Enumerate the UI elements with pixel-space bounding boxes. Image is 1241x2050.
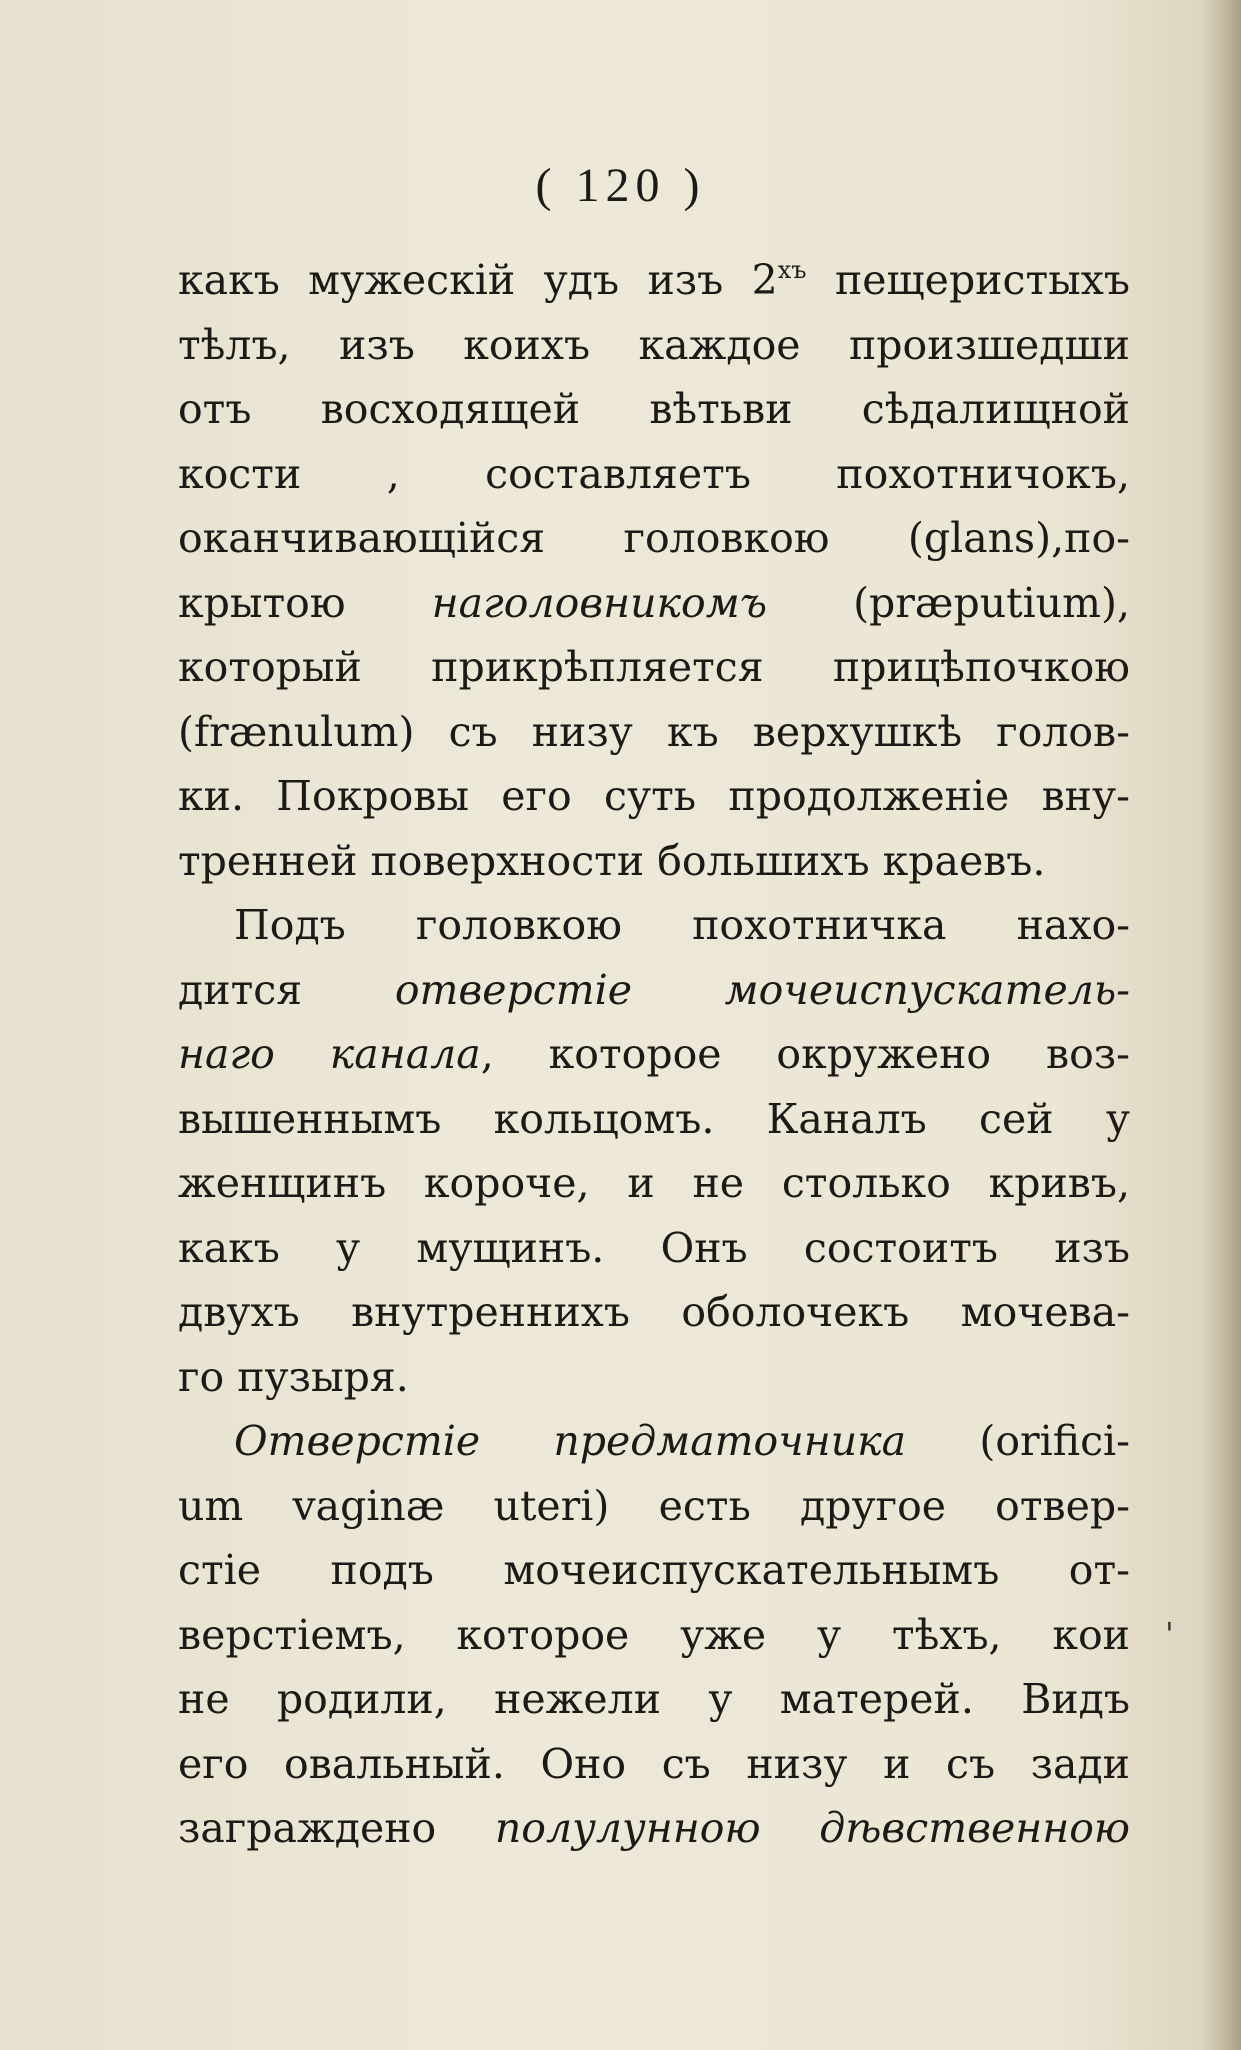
text-line (178, 1667, 1130, 1732)
text-line (178, 506, 1130, 571)
text-segment: крытою (178, 578, 432, 627)
text-segment: двухъ внутреннихъ оболочекъ мочева- (178, 1288, 1130, 1336)
text-line (178, 1538, 1130, 1603)
text-line (178, 377, 1130, 442)
text-segment: ки. Покровы его суть продолженіе вну- (178, 772, 1130, 820)
text-segment: (orifici- (906, 1417, 1130, 1465)
text-segment: стіе подъ мочеиспускательнымъ от- (178, 1546, 1130, 1594)
superscript: хъ (777, 256, 807, 284)
text-segment: (frænulum) съ низу къ верхушкѣ голов- (178, 707, 1130, 756)
text-line (178, 764, 1130, 829)
italic-term: отверстіе мочеиспускатель- (394, 965, 1130, 1014)
text-segment: тренней поверхности большихъ краевъ. (178, 836, 1046, 885)
text-segment: какъ у мущинъ. Онъ состоитъ изъ (178, 1223, 1130, 1272)
text-line (178, 1280, 1130, 1345)
text-line (178, 313, 1130, 378)
text-line (178, 1022, 1130, 1087)
paragraph (178, 893, 1130, 1409)
text-line (178, 1216, 1130, 1281)
text-line (178, 571, 1130, 636)
text-segment: оканчивающійся головкою (glans),по- (178, 514, 1130, 562)
text-line (178, 1345, 1130, 1410)
text-segment: Подъ головкою похотничка нахо- (234, 901, 1130, 949)
text-segment: тѣлъ, изъ коихъ каждое произшедши (178, 320, 1130, 369)
italic-term: наголовникомъ (431, 578, 768, 627)
text-line (178, 829, 1130, 894)
text-line (178, 1732, 1130, 1797)
text-segment: какъ мужескій удъ изъ 2 (178, 256, 778, 304)
text-segment: , которое окружено воз- (480, 1030, 1130, 1078)
paragraph (178, 1409, 1130, 1861)
text-line (178, 1409, 1130, 1474)
text-line (178, 893, 1130, 958)
text-line (178, 442, 1130, 507)
text-segment: заграждено (178, 1804, 495, 1852)
text-segment: его овальный. Оно съ низу и съ зади (178, 1739, 1130, 1788)
text-segment: женщинъ короче, и не столько кривъ, (178, 1159, 1130, 1207)
text-segment: кости , составляетъ похотничокъ, (178, 449, 1130, 498)
text-line (178, 248, 1130, 313)
paragraph (178, 248, 1130, 893)
text-line (178, 1796, 1130, 1861)
text-segment: um vaginæ uteri) есть другое отвер- (178, 1481, 1130, 1530)
page-edge-shadow (1199, 0, 1241, 2050)
text-segment: го пузыря. (178, 1352, 409, 1401)
text-segment: вышеннымъ кольцомъ. Каналъ сей у (178, 1094, 1130, 1143)
text-line (178, 1474, 1130, 1539)
text-segment: который прикрѣпляется прицѣпочкою (178, 643, 1130, 691)
text-segment: верстіемъ, которое уже у тѣхъ, кои (178, 1610, 1130, 1659)
italic-term: Отверстіе предматочника (234, 1417, 907, 1465)
page-number: ( 120 ) (535, 159, 706, 212)
text-line (178, 635, 1130, 700)
text-segment: (præputium), (767, 578, 1130, 627)
text-line (178, 700, 1130, 765)
text-segment: не родили, нежели у матерей. Видъ (178, 1675, 1130, 1723)
text-line (178, 1087, 1130, 1152)
text-segment: дится (178, 965, 395, 1014)
text-segment: пещеристыхъ (806, 256, 1130, 304)
text-segment: отъ восходящей вѣтьви сѣдалищной (178, 385, 1130, 433)
text-line (178, 1603, 1130, 1668)
text-line (178, 1151, 1130, 1216)
margin-mark: ' (1165, 1615, 1174, 1653)
italic-term: полулунною дѣвственною (494, 1804, 1130, 1852)
italic-term: наго канала (178, 1030, 481, 1078)
text-line (178, 958, 1130, 1023)
body-text (178, 248, 1130, 1861)
